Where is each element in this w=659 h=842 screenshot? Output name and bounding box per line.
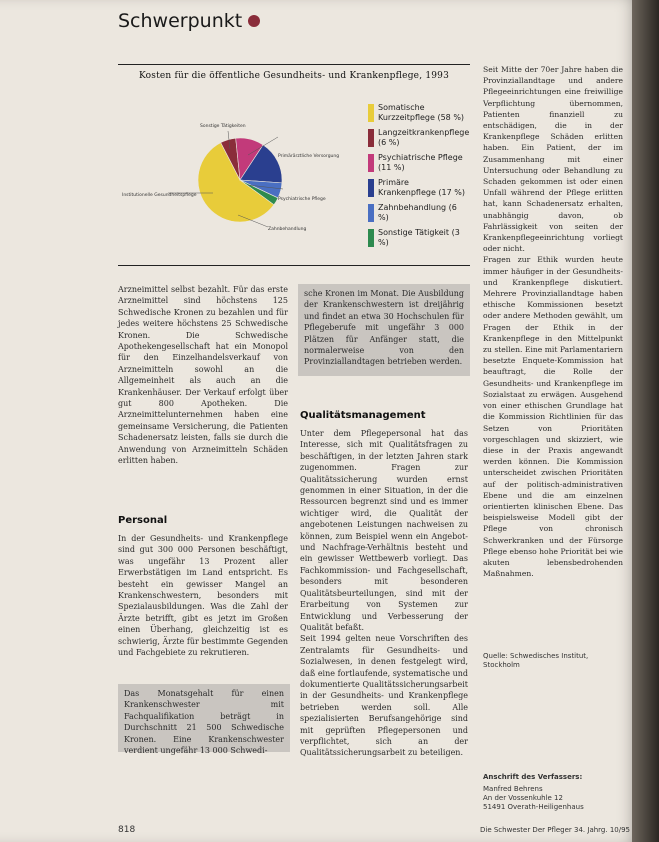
chart-title: Kosten für die öffentliche Gesundheits- und Krankenpflege, 1993 bbox=[138, 71, 450, 81]
info-box-training bbox=[298, 284, 470, 376]
col3-paragraph-1: Seit Mitte der 70er Jahre haben die Provinziallandtage und andere Pflegeeinrichtungen eine freiwillige Verpflichtung übernommen, Patienten finanziell zu entschädigen, die in der Krankenpflege Schäden erlitten haben. Ein Patient, der im Zusammenhang mit einer Untersuchung oder Behandlung zu Schaden gekommen ist oder einen Unfall während der Pflege erlitten hat, kann Schadenersatz erhalten, unabhängig davon, ob Fahrlässigkeit von seiten der Krankenpflegeeinrichtung vorliegt oder nicht. bbox=[483, 65, 623, 254]
source-note: Quelle: Schwedisches Institut, Stockholm bbox=[483, 652, 589, 669]
info-box-training-text: sche Kronen im Monat. Die Ausbildung der Krankenschwestern ist dreijährig und findet an etwa 30 Hochschulen für Pflegeberufe mit ungefähr 3 000 Plätzen für Anfänger statt, die normalerweise von den Provinziallandtagen betrieben werden. bbox=[304, 289, 464, 367]
legend-label-5: Sonstige Tätigkeit (3 %) bbox=[378, 228, 460, 247]
column-2 bbox=[300, 428, 468, 759]
legend-swatch-0 bbox=[368, 104, 374, 122]
section-header bbox=[118, 10, 260, 32]
col1-paragraph-2: In der Gesundheits- und Krankenpflege sind gut 300 000 Personen beschäftigt, was ungefähr 13 Prozent aller Erwerbstätigen im Land entspricht. Es besteht ein gewisser Mangel an Krankenschwestern, besonders mit Spezialausbildungen. Was die Zahl der Ärzte betrifft, gibt es jetzt im Großen einen Überhang, gleichzeitig ist es schwierig, Ärzte für bestimmte Gegenden und Fachgebiete zu rekrutieren. bbox=[118, 534, 288, 658]
col1-paragraph-1: Arzneimittel selbst bezahlt. Für das erste Arzneimittel sind höchstens 125 Schwedische Kronen zu bezahlen und für jedes weitere höchstens 25 Schwedische Kronen. Die Schwedische Apothekengesellschaft hat ein Monopol für den Einzelhandelsverkauf von Arzneimitteln sowohl an die Allgemeinheit als auch an die Krankenhäuser. Der Verkauf erfolgt über gut 800 Apotheken. Die Arzneimittelunternehmen haben eine gemeinsame Versicherung, die Patienten Schadenersatz leisten, falls sie durch die Anwendung von Arzneimitteln Schäden erlitten haben. bbox=[118, 285, 288, 466]
info-box-salary bbox=[118, 684, 290, 756]
info-box-salary-text: Das Monatsgehalt für einen Krankenschwester mit Fachqualifikation beträgt in Durchschnitt 21 500 Schwedische Kronen. Eine Krankenschwester verdient ungefähr 13 000 Schwedi- bbox=[124, 689, 284, 756]
slice-label-other: Sonstige Tätigkeiten bbox=[200, 124, 246, 129]
journal-footer: Die Schwester Der Pfleger 34. Jahrg. 10/95 bbox=[480, 826, 630, 834]
legend-label-4: Zahnbehandlung (6 %) bbox=[378, 203, 457, 222]
col3-paragraph-2: Fragen zur Ethik wurden heute immer häufiger in der Gesundheits- und Krankenpflege diskutiert. Mehrere Provinziallandtage haben ethische Kommissionen besetzt oder andere Methoden gewählt, um Fragen der Ethik in der Krankenpflege in den Mittelpunkt zu stellen. Eine mit Parlamentariern besetzte Enquete-Kommission hat beauftragt, die Rolle der Gesundheits- und Krankenpflege im Sozialstaat zu erwägen. Ausgehend von einer ethischen Grundlage hat die Kommission Richtlinien für das Setzen von Prioritäten vorgeschlagen und skizziert, wie diese in der Praxis angewandt werden können. Die Kommission unterscheidet zwischen Prioritäten auf der politisch-administrativen Ebene und die am einzelnen orientierten klinischen Ebene. Das beispielsweise Modell gibt der Pflege von chronisch Schwerkranken und der Fürsorge Pflege ebenso hohe Priorität bei wie akuten lebensbedrohenden Maßnahmen. bbox=[483, 255, 623, 579]
legend-item-2 bbox=[368, 153, 468, 173]
column-3 bbox=[483, 64, 623, 579]
slice-label-dental: Zahnbehandlung bbox=[268, 227, 307, 232]
legend-label-0: Somatische Kurzzeitpflege (58 %) bbox=[378, 103, 465, 122]
column-1-personal bbox=[118, 533, 288, 658]
address-heading: Anschrift des Verfassers: bbox=[483, 773, 583, 781]
legend-swatch-4 bbox=[368, 204, 374, 222]
slice-label-institutional: Institutionelle Gesundheitspflege bbox=[122, 193, 197, 198]
section-dot-icon bbox=[248, 15, 260, 27]
legend-item-0 bbox=[368, 103, 468, 123]
legend-swatch-3 bbox=[368, 179, 374, 197]
legend-label-3: Primäre Krankenpflege (17 %) bbox=[378, 178, 465, 197]
slice-label-psych: Psychiatrische Pflege bbox=[278, 197, 326, 202]
legend-swatch-5 bbox=[368, 229, 374, 247]
pie-chart-figure bbox=[118, 64, 470, 266]
legend-swatch-1 bbox=[368, 129, 374, 147]
heading-quality: Qualitätsmanagement bbox=[300, 410, 426, 421]
page-number: 818 bbox=[118, 825, 136, 835]
heading-personal: Personal bbox=[118, 515, 168, 526]
col2-paragraph-1: Unter dem Pflegepersonal hat das Interesse, sich mit Qualitätsfragen zu beschäftigen, in der letzten Jahren stark zugenommen. Fragen zur Qualitätssicherung wurden ernst genommen in einer Situation, in der die Ressourcen begrenzt sind und es immer wichtiger wird, die Qualität der angebotenen Leistungen nachweisen zu können, zum Beispiel wenn ein Angebot- und Nachfrage-Verhältnis besteht und ein gewisser Wettbewerb vorliegt. Das Fachkommission- und Fachgesellschaft, besonders mit besonderen Qualitätsbeurteilungen, sind mit der Erarbeitung von Systemen zur Entwicklung und Verbesserung der Qualität befaßt. bbox=[300, 429, 468, 632]
legend-item-5 bbox=[368, 228, 468, 248]
legend-label-1: Langzeitkrankenpflege (6 %) bbox=[378, 128, 470, 147]
address-block: Manfred Behrens An der Vossenkuhle 12 51491 Overath-Heiligenhaus bbox=[483, 785, 584, 811]
column-1 bbox=[118, 284, 288, 467]
section-label: Schwerpunkt bbox=[118, 10, 243, 32]
page-gutter-shadow bbox=[632, 0, 659, 842]
legend-item-1 bbox=[368, 128, 468, 148]
chart-legend bbox=[368, 103, 468, 253]
legend-item-3 bbox=[368, 178, 468, 198]
col2-paragraph-2: Seit 1994 gelten neue Vorschriften des Zentralamts für Gesundheits- und Sozialwesen, in denen festgelegt wird, daß eine fortlaufende, systematische und dokumentierte Qualitätssicherungsarbeit in der Gesundheits- und Krankenpflege betrieben werden soll. Alle spezialisierten Berufsangehörige sind mit geprüften Pflegepersonen und verpflichtet, sich an der Qualitätssicherungsarbeit zu beteiligen. bbox=[300, 634, 468, 758]
legend-swatch-2 bbox=[368, 154, 374, 172]
legend-label-2: Psychiatrische Pflege (11 %) bbox=[378, 153, 463, 172]
legend-item-4 bbox=[368, 203, 468, 223]
slice-label-primary: Primärärztliche Versorgung bbox=[278, 154, 340, 159]
